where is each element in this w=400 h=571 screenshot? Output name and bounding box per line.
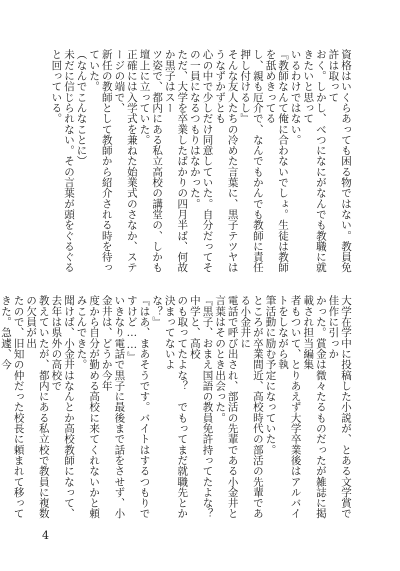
- upper-text-block: 資格はいくらあっても困る物ではない。教員免許は取って おく。しかし、べつになにがなんでも教職に就きたいと思って いるわけではない。 『教師なんて俺に合わないでしょ。生徒は教師を舐めきってる し、親も厄介で、なんでもかんでも教師に責任押し付けるし』 そんな友人たちの冷めた言葉に、黒子テツヤはうなずかずとも 心の中で少しだけ同意していた。自分だってその一員になるつもりはなかった。 ただ、大学を卒業したばかりの四月半ば、何故か黒子はスー ツ姿で、都内にある私立高校の講堂の、しかも壇上に立っていた。 正確には入学式を兼ねた始業式のさなか、ステージの端で、 新任の教師として教師から紹介される時を待っていた。 （なんでこんなことに） 未だに信じられない。その言葉が頭をぐるぐると回っている。: [50, 49, 352, 273]
- lower-text-block: 大学在学中に投稿した小説が、とある文学賞で佳作に引っか かった。賞金は微々たるものだったが雑誌に掲載され担当編集 者もついて、とりあえず大学卒業後はアルバイトをしながら執 筆活動に励む予定になっていた。 ところが卒業間近、高校時代の部活の先輩である小金井に 電話で呼び出され、部活の先輩である小金井と 言葉はそのとき出会った。 『黒子、おまえ国語の教員免許持ってたよな？ 中学と、高校 のも取ってたよな？ でもってまだ就職先とか決まってないよ な？』 『はあ、まあそうです。バイトはするつもりですけど……』 いきなり電話で黒子に最後まで話をさせず、小金井は、どうか今年 度から自分が勤める高校に来てくれないかと頼みこんできた。 聞けば、小金井はなんとか高校教師になって、去年は県外の高校で 教えていたが、都内にある私立校で教員に複数の欠員が出 たので、旧知の仲だった校長に頼まれて移ってきた。急遽、今: [0, 295, 352, 519]
- page-number: 4: [42, 529, 49, 542]
